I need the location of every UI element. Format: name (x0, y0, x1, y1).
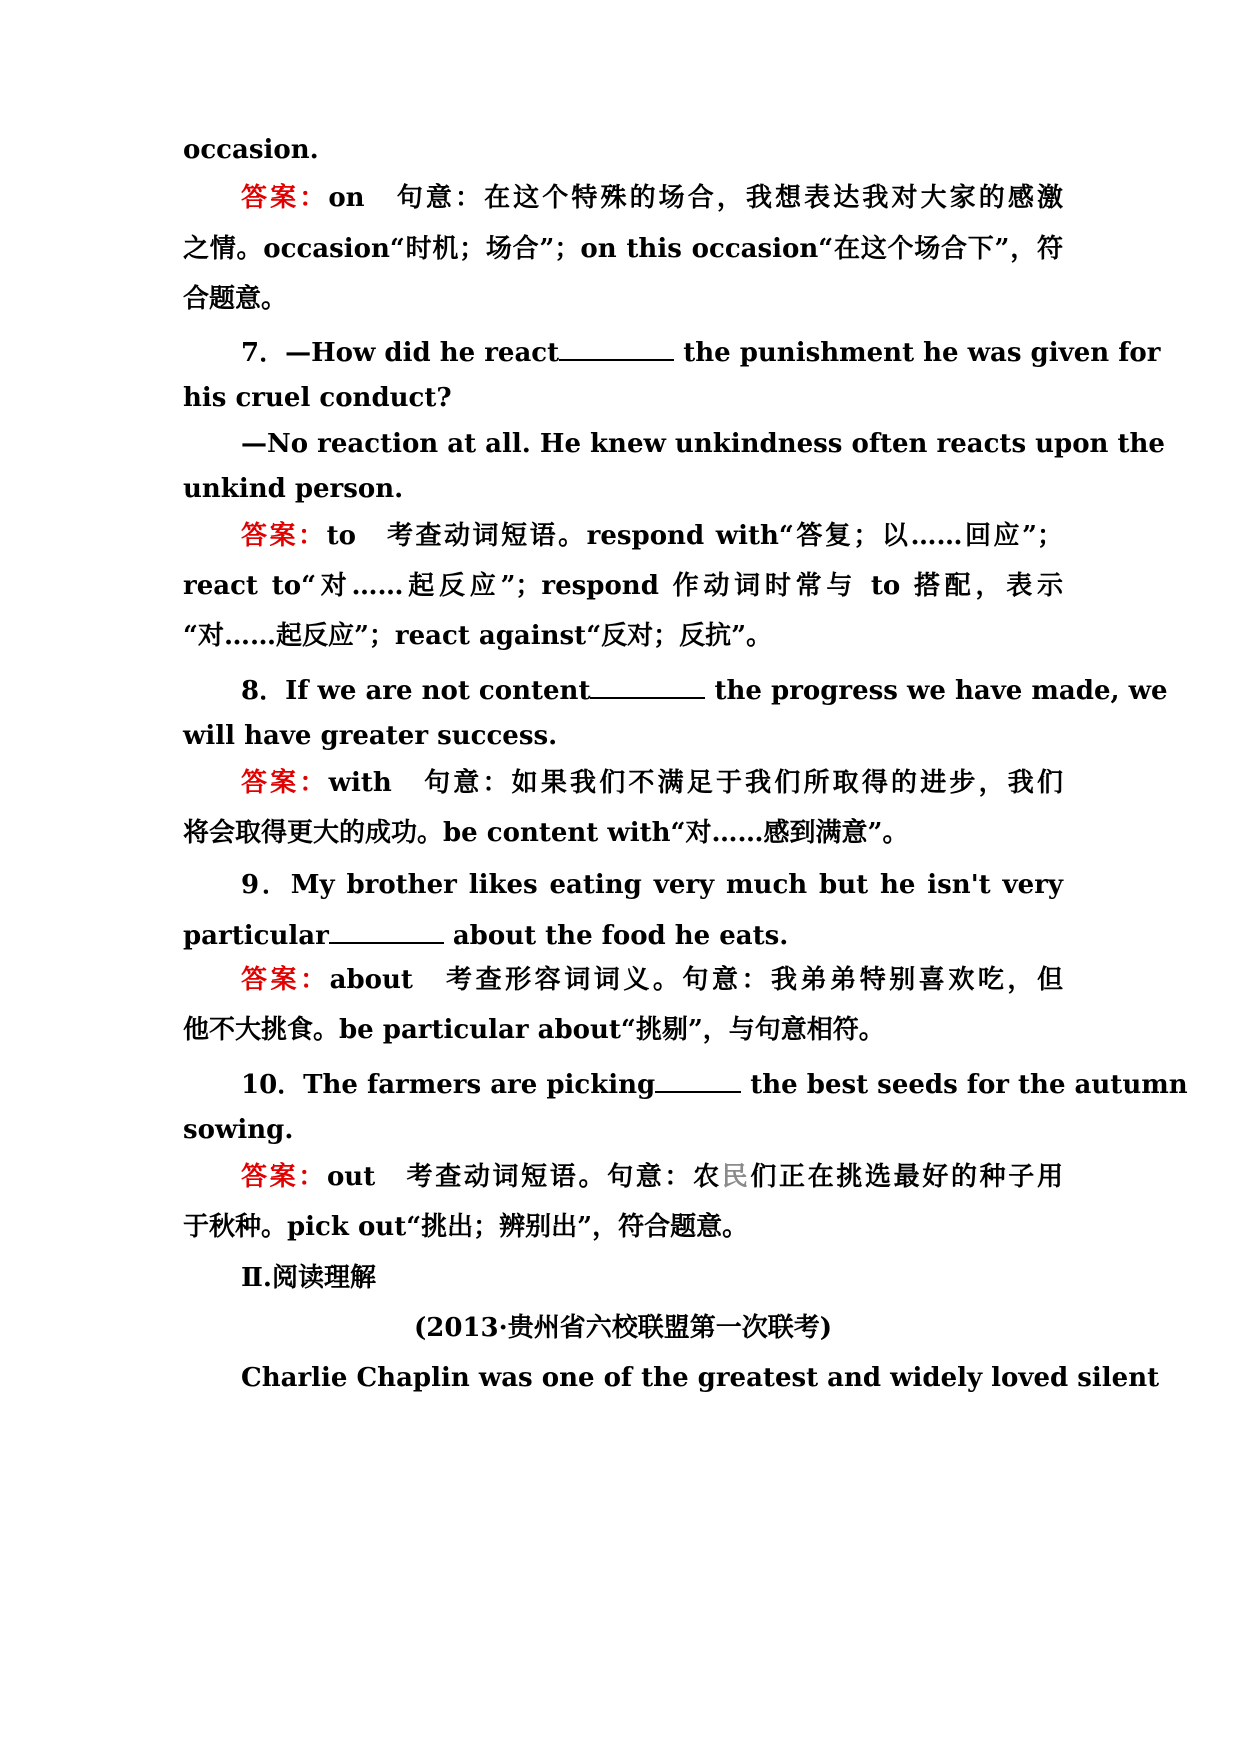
answer-label: 答案： (241, 183, 329, 213)
answer-text: to 考查动词短语。respond with“答复；以……回应”； (326, 521, 1063, 551)
answer-text: about 考查形容词词义。句意：我弟弟特别喜欢吃，但 (329, 965, 1063, 995)
text-line: occasion. (183, 135, 319, 165)
text-line: 合题意。 (183, 284, 288, 314)
question-text: 8．If we are not content (241, 676, 591, 706)
answer-label: 答案： (241, 768, 329, 798)
answer-blank (329, 916, 444, 944)
answer-label: 答案： (241, 965, 330, 995)
question-7 (241, 333, 1161, 368)
text-line: 他不大挑食。be particular about“挑剔”，与句意相符。 (183, 1015, 885, 1045)
question-text: 7．—How did he react (241, 338, 560, 368)
text-line: will have greater success. (183, 721, 558, 751)
question-text: 10．The farmers are picking (241, 1070, 656, 1100)
text-line: 于秋种。pick out“挑出；辨别出”，符合题意。 (183, 1212, 749, 1242)
text-line: 将会取得更大的成功。be content with“对……感到满意”。 (183, 818, 909, 848)
question-text: the best seeds for the autumn (741, 1070, 1188, 1100)
answer-line (241, 766, 1063, 800)
answer-text: 们正在挑选最好的种子用 (750, 1162, 1063, 1192)
answer-blank (655, 1065, 741, 1093)
answer-label: 答案： (241, 521, 327, 551)
passage-line: Charlie Chaplin was one of the greatest and widely loved silent (241, 1363, 1160, 1393)
text-line: unkind person. (183, 474, 404, 504)
text-line: 之情。occasion“时机；场合”；on this occasion“在这个场合下”，符 (183, 234, 1063, 264)
answer-line (241, 963, 1063, 997)
question-9-cont (183, 916, 1063, 950)
text-line: “对……起反应”；react against“反对；反抗”。 (183, 621, 773, 651)
text-line: his cruel conduct? (183, 383, 452, 413)
question-text: the progress we have made, we (705, 676, 1168, 706)
answer-line (241, 181, 1063, 215)
answer-blank (559, 333, 674, 361)
question-text: particular (183, 921, 329, 951)
answer-text: with 句意：如果我们不满足于我们所取得的进步，我们 (328, 768, 1063, 798)
answer-text-gray-char: 民 (721, 1162, 751, 1192)
text-line: sowing. (183, 1115, 294, 1145)
answer-blank (590, 671, 705, 699)
section-heading: Ⅱ.阅读理解 (241, 1263, 376, 1293)
question-text: the punishment he was given for (674, 338, 1161, 368)
question-text: about the food he eats. (443, 921, 789, 951)
answer-label: 答案： (241, 1162, 327, 1192)
question-9: 9．My brother likes eating very much but he isn't very (241, 870, 1063, 900)
answer-text: out 考查动词短语。句意：农 (326, 1162, 722, 1192)
text-line: react to“对……起反应”；respond 作动词时常与 to 搭配，表示 (183, 571, 1063, 601)
answer-text: on 句意：在这个特殊的场合，我想表达我对大家的感激 (328, 183, 1063, 213)
question-10 (241, 1065, 1188, 1100)
text-line: —No reaction at all. He knew unkindness often reacts upon the (241, 429, 1165, 459)
answer-line (241, 1160, 1063, 1194)
question-8 (241, 671, 1168, 706)
answer-line (241, 519, 1063, 553)
source-note: (2013·贵州省六校联盟第一次联考) (413, 1313, 833, 1343)
